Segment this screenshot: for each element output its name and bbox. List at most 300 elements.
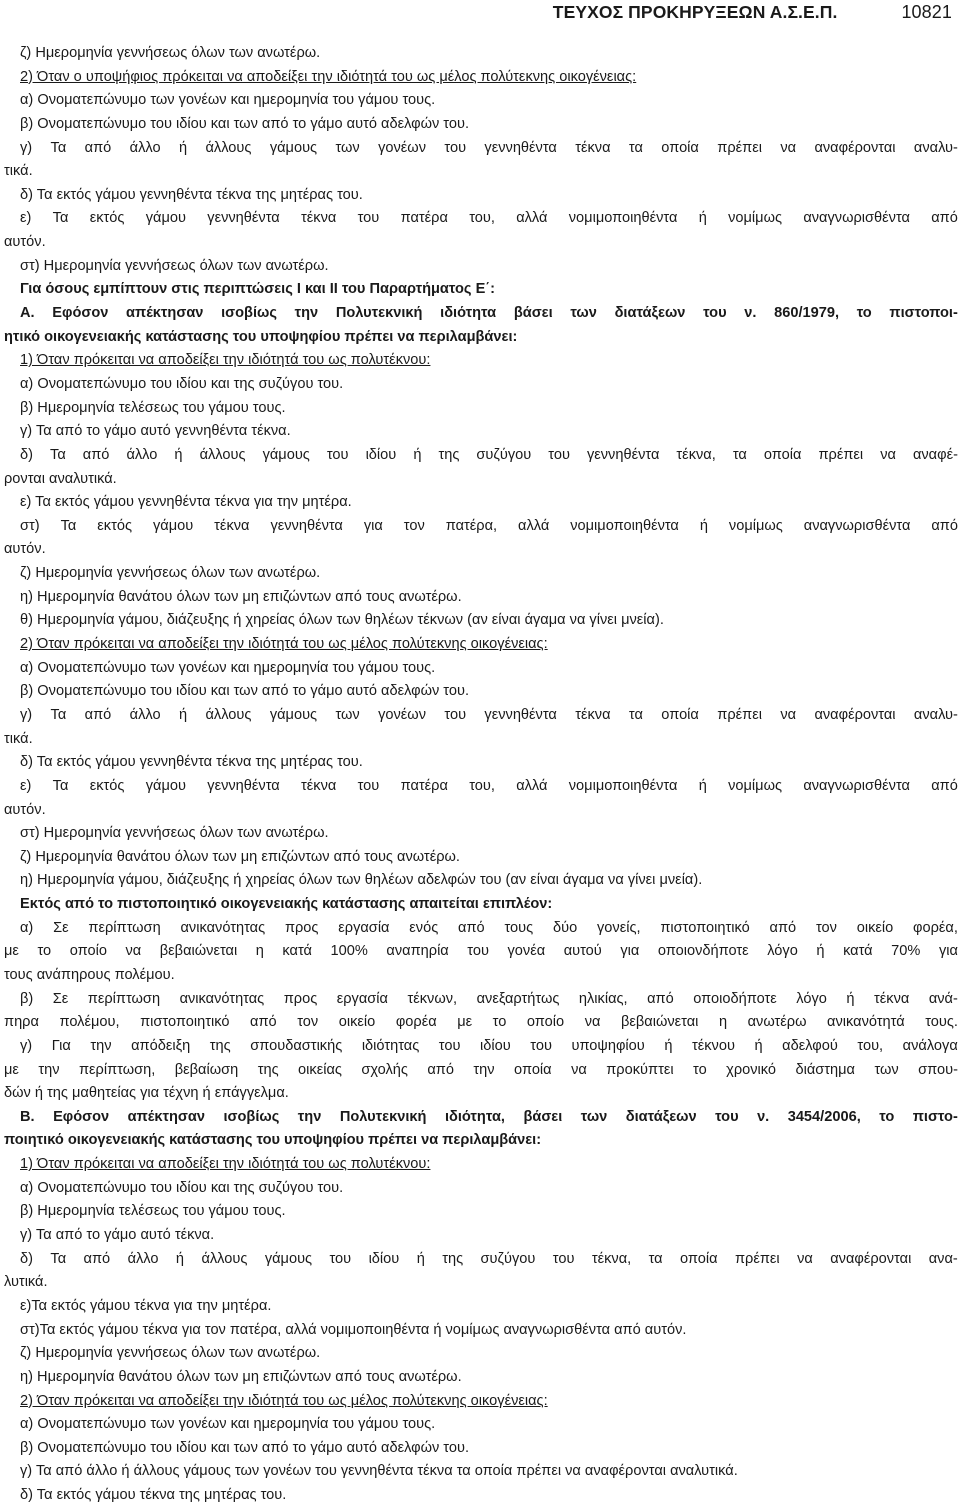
word: 100% — [330, 943, 368, 960]
word: ή — [698, 210, 707, 227]
word: γεννηθέντα — [207, 777, 280, 794]
word: στ) — [20, 517, 40, 534]
word: τέκνου — [691, 1037, 735, 1054]
text-line — [4, 775, 958, 799]
text-line: ητικό οικογενειακής κατάστασης του υποψηφίου πρέπει να περιλαμβάνει: — [4, 328, 518, 345]
word: οικείας — [298, 1061, 342, 1078]
word: του — [467, 943, 489, 960]
word: πηρα — [4, 1014, 39, 1031]
word: άλλο — [127, 1250, 159, 1267]
word: γονείς, — [597, 919, 641, 936]
text-line: θ) Ημερομηνία γάμου, διάζευξης ή χηρείας όλων των θηλέων τέκνων (αν είναι άγαμα να γίνει μνεία). — [20, 612, 664, 629]
word: ιδιότητα, — [444, 1108, 505, 1125]
word: οποία — [763, 446, 802, 463]
text-line — [4, 1059, 958, 1083]
text-line: 1) Όταν πρόκειται να αποδείξει την ιδιότητά του ως πολυτέκνου: — [20, 1156, 431, 1173]
text-line: αυτόν. — [4, 541, 46, 558]
text-line — [4, 940, 958, 964]
text-line — [4, 207, 958, 231]
word: κατά — [843, 943, 873, 960]
word: αδελφού — [782, 1037, 838, 1054]
word: προς — [284, 919, 319, 936]
text-line: αυτόν. — [4, 801, 46, 818]
word: άλλους — [199, 446, 246, 463]
word: β) — [20, 990, 34, 1007]
word: τέκνα — [214, 517, 250, 534]
word: την — [294, 305, 319, 322]
word: του — [552, 1250, 575, 1267]
word: νομιμοποιηθέντα — [568, 777, 678, 794]
text-line: β) Ονοματεπώνυμο του ιδίου και των από το γάμο αυτό αδελφών του. — [20, 1439, 470, 1456]
word: το — [856, 305, 872, 322]
word: τέκνα — [575, 706, 611, 723]
word: να — [571, 1061, 587, 1078]
word: λόγο — [767, 943, 798, 960]
word: αναλυ- — [913, 706, 958, 723]
word: σπουδαστικής — [250, 1037, 343, 1054]
word: του — [530, 1037, 552, 1054]
word: τέκνα, — [676, 446, 716, 463]
word: πιστοποιητικό — [660, 919, 750, 936]
word: την — [38, 1061, 60, 1078]
journal-title: ΤΕΥΧΟΣ ΠΡΟΚΗΡΥΞΕΩΝ Α.Σ.Ε.Π. — [552, 2, 838, 22]
word: να — [797, 1250, 813, 1267]
word: ηλικίας, — [578, 990, 628, 1007]
word: Β. — [20, 1108, 35, 1125]
word: από — [769, 919, 797, 936]
word: Σε — [53, 919, 69, 936]
word: απόδειξη — [131, 1037, 191, 1054]
page-number: 10821 — [901, 2, 952, 22]
word: ή — [699, 517, 708, 534]
word: περίπτωση — [87, 990, 161, 1007]
text-line: β) Ονοματεπώνυμο του ιδίου και των από το γάμο αυτό αδελφών του. — [20, 683, 470, 700]
word: χρονικό — [726, 1061, 777, 1078]
word: οποίο — [69, 943, 107, 960]
word: την — [297, 1108, 322, 1125]
text-line — [4, 302, 958, 326]
word: από — [931, 517, 958, 534]
word: ανικανότητά — [827, 1014, 905, 1031]
text-line — [4, 988, 958, 1012]
text-line: δών ή της μαθητείας για τέχνη ή επάγγελμα. — [4, 1085, 289, 1102]
word: ή — [754, 1037, 763, 1054]
word: των — [874, 1061, 899, 1078]
word: Τα — [50, 706, 67, 723]
text-line: Εκτός από το πιστοποιητικό οικογενειακής κατάστασης απαιτείται επιπλέον: — [20, 896, 553, 913]
text-line: α) Ονοματεπώνυμο του ιδίου και της συζύγου του. — [20, 1179, 344, 1196]
text-line: ε) Τα εκτός γάμου γεννηθέντα τέκνα για την μητέρα. — [20, 494, 352, 511]
word: να — [125, 943, 142, 960]
word: υποψηφίου — [571, 1037, 645, 1054]
word: τέκνα, — [591, 1250, 632, 1267]
text-line — [4, 1035, 958, 1059]
word: γάμους — [269, 706, 318, 723]
word: των — [580, 1108, 608, 1125]
word: α) — [20, 919, 34, 936]
word: Τα — [50, 1250, 67, 1267]
word: αναφέρονται — [830, 1250, 912, 1267]
word: τέκνα — [301, 777, 337, 794]
text-line: Για όσους εμπίπτουν στις περιπτώσεις I και II του Παραρτήματος Ε΄: — [20, 281, 496, 298]
word: γονέων — [378, 706, 427, 723]
word: συζύγου — [480, 1250, 536, 1267]
word: ιδίου — [368, 1250, 400, 1267]
text-line: β) Ημερομηνία τελέσεως του γάμου τους. — [20, 1203, 286, 1220]
word: δ) — [20, 446, 33, 463]
word: περίπτωση — [88, 919, 161, 936]
word: άλλο — [129, 706, 161, 723]
word: τους. — [925, 1014, 958, 1031]
word: του, — [469, 777, 495, 794]
word: 70% — [891, 943, 921, 960]
word: πατέρα — [400, 777, 448, 794]
text-line: ε)Τα εκτός γάμου τέκνα για την μητέρα. — [20, 1297, 272, 1314]
word: βεβαιώνεται — [159, 943, 238, 960]
word: ή — [178, 139, 188, 156]
word: από — [82, 446, 110, 463]
word: εκτός — [97, 517, 133, 534]
text-line: δ) Τα εκτός γάμου γεννηθέντα τέκνα της μητέρας του. — [20, 754, 363, 771]
page-header — [4, 0, 958, 42]
word: την — [473, 1061, 495, 1078]
word: αναφέ- — [912, 446, 958, 463]
word: των — [335, 706, 360, 723]
word: λόγο — [796, 990, 827, 1007]
word: άλλο — [129, 139, 161, 156]
word: πρέπει — [734, 1250, 780, 1267]
text-line: ζ) Ημερομηνία γεννήσεως όλων των ανωτέρω. — [20, 565, 321, 582]
word: απέκτησαν — [126, 305, 204, 322]
word: αναγνωρισθέντα — [803, 517, 911, 534]
word: γ) — [20, 1037, 33, 1054]
word: δ) — [20, 1250, 33, 1267]
word: διάστημα — [795, 1061, 855, 1078]
word: από — [458, 919, 485, 936]
text-line: η) Ημερομηνία θανάτου όλων των μη επιζώντων από τους ανωτέρω. — [20, 588, 462, 605]
word: άλλους — [205, 139, 252, 156]
word: ν. — [744, 305, 757, 322]
word: πολέμου, — [59, 1014, 120, 1031]
word: των — [335, 139, 360, 156]
text-line — [4, 1011, 958, 1035]
word: οποία — [661, 139, 699, 156]
text-line: η) Ημερομηνία γάμου, διάζευξης ή χηρείας όλων των θηλέων αδελφών του (αν είναι άγαμα να γίνει μνεία). — [20, 872, 703, 889]
word: το — [37, 943, 52, 960]
word: να — [584, 1014, 601, 1031]
word: αναφέρονται — [814, 706, 896, 723]
word: νομιμοποιηθέντα — [568, 210, 678, 227]
word: να — [780, 706, 797, 723]
word: βεβαιώνεται — [620, 1014, 699, 1031]
word: εργασία — [338, 919, 390, 936]
word: ανά- — [928, 990, 958, 1007]
word: νομίμως — [728, 517, 783, 534]
word: γάμους — [262, 446, 310, 463]
text-line: γ) Τα από άλλο ή άλλους γάμους των γονέων του γεννηθέντα τέκνα τα οποία πρέπει να αναφέρονται αναλυτικά. — [20, 1463, 738, 1480]
word: προκύπτει — [606, 1061, 674, 1078]
word: 3454/2006, — [787, 1108, 861, 1125]
word: γ) — [20, 706, 33, 723]
word: τέκνα — [874, 990, 910, 1007]
word: της — [257, 1061, 279, 1078]
word: του — [326, 446, 349, 463]
text-line: γ) Τα από το γάμο αυτό γεννηθέντα τέκνα. — [20, 423, 291, 440]
word: εκτός — [89, 210, 125, 227]
word: των — [570, 305, 597, 322]
word: Τα — [50, 139, 67, 156]
word: βεβαίωση — [174, 1061, 239, 1078]
word: ιδίου — [480, 1037, 511, 1054]
word: ισοβίως — [221, 305, 277, 322]
word: της — [442, 1250, 464, 1267]
word: τον — [815, 919, 837, 936]
text-line — [4, 1106, 958, 1130]
word: Πολυτεκνική — [335, 305, 423, 322]
word: περίπτωση, — [78, 1061, 156, 1078]
word: το — [879, 1108, 895, 1125]
text-line — [4, 515, 958, 539]
word: γονέα — [507, 943, 546, 960]
text-line: ρονται αναλυτικά. — [4, 470, 117, 487]
word: πατέρα — [400, 210, 448, 227]
word: τα — [628, 139, 643, 156]
word: από — [647, 990, 674, 1007]
word: βάσει — [523, 1108, 563, 1125]
word: γεννηθέντα — [484, 706, 557, 723]
word: τα — [648, 1250, 663, 1267]
word: οποιοδήποτε — [693, 990, 777, 1007]
word: φορέα — [395, 1014, 437, 1031]
text-line: ζ) Ημερομηνία γεννήσεως όλων των ανωτέρω. — [20, 45, 321, 61]
word: πιστοποιητικό — [140, 1014, 230, 1031]
text-line: α) Ονοματεπώνυμο των γονέων και ημερομηνία του γάμου τους. — [20, 92, 436, 109]
word: πατέρα, — [445, 517, 498, 534]
word: με — [4, 1061, 19, 1078]
word: νομίμως — [728, 210, 783, 227]
word: διατάξεων — [614, 305, 686, 322]
text-line: στ) Ημερομηνία γεννήσεως όλων των ανωτέρω. — [20, 825, 329, 842]
text-line: στ) Ημερομηνία γεννήσεως όλων των ανωτέρω. — [20, 257, 329, 274]
word: αλλά — [516, 210, 548, 227]
text-line: ποιητικό οικογενειακής κατάστασης του υποψηφίου πρέπει να περιλαμβάνει: — [4, 1132, 542, 1149]
word: του — [444, 706, 467, 723]
word: της — [438, 446, 460, 463]
word: του — [329, 1250, 352, 1267]
word: Πολυτεκνική — [339, 1108, 427, 1125]
word: του — [357, 777, 380, 794]
word: άλλους — [205, 706, 252, 723]
word: του — [357, 210, 380, 227]
word: σχολής — [361, 1061, 408, 1078]
word: συζύγου — [476, 446, 532, 463]
word: ή — [416, 1250, 425, 1267]
word: τέκνων, — [407, 990, 458, 1007]
word: από — [250, 1014, 277, 1031]
word: Σε — [52, 990, 69, 1007]
word: από — [83, 1250, 111, 1267]
word: το — [492, 1014, 507, 1031]
word: την — [90, 1037, 112, 1054]
word: Εφόσον — [52, 305, 109, 322]
text-line: β) Ημερομηνία τελέσεως του γάμου τους. — [20, 399, 286, 416]
word: τα — [628, 706, 643, 723]
document-body — [4, 42, 958, 1508]
text-line: δ) Τα εκτός γάμου τέκνα της μητέρας του. — [20, 1487, 287, 1504]
word: γάμους — [264, 1250, 313, 1267]
word: με — [4, 943, 19, 960]
word: πρέπει — [717, 706, 762, 723]
word: τα — [732, 446, 747, 463]
word: ή — [413, 446, 422, 463]
text-line — [4, 444, 958, 468]
word: αναπηρία — [386, 943, 449, 960]
text-line: 2) Όταν πρόκειται να αποδείξει την ιδιότητά του ως μέλος πολύτεκνης οικογένειας: — [20, 636, 548, 653]
word: πρέπει — [717, 139, 762, 156]
word: του — [438, 1037, 461, 1054]
text-line — [4, 704, 958, 728]
word: του — [703, 305, 727, 322]
word: τέκνα — [575, 139, 611, 156]
word: οικείο — [856, 919, 894, 936]
word: φορέα, — [913, 919, 958, 936]
word: άλλο — [126, 446, 158, 463]
word: αυτού — [563, 943, 602, 960]
word: νομίμως — [728, 777, 783, 794]
text-line: α) Ονοματεπώνυμο των γονέων και ημερομηνία του γάμου τους. — [20, 1416, 436, 1433]
word: γάμου — [145, 777, 186, 794]
word: ανεξαρτήτως — [476, 990, 560, 1007]
word: δύο — [552, 919, 578, 936]
text-line: γ) Τα από το γάμο αυτό τέκνα. — [20, 1227, 215, 1244]
word: γάμου — [152, 517, 194, 534]
word: η — [718, 1014, 728, 1031]
word: σπου- — [918, 1061, 958, 1078]
word: Τα — [52, 210, 69, 227]
word: για — [363, 517, 383, 534]
word: από — [931, 210, 958, 227]
word: του — [548, 446, 570, 463]
word: Τα — [52, 777, 69, 794]
text-line: ζ) Ημερομηνία θανάτου όλων των μη επιζώντων από τους ανωτέρω. — [20, 848, 460, 865]
word: αλλά — [516, 777, 548, 794]
word: τέκνα — [301, 210, 337, 227]
word: γεννηθέντα — [207, 210, 280, 227]
text-line: α) Ονοματεπώνυμο των γονέων και ημερομηνία του γάμου τους. — [20, 659, 436, 676]
text-line: 2) Όταν ο υποψήφιος πρόκειται να αποδείξει την ιδιότητά του ως μέλος πολύτεκνης οικογένειας: — [20, 68, 637, 85]
text-line: τικά. — [4, 730, 33, 747]
word: γάμους — [269, 139, 318, 156]
word: αλλά — [518, 517, 550, 534]
word: ν. — [757, 1108, 770, 1125]
word: πιστοποι- — [889, 305, 958, 322]
text-line: α) Ονοματεπώνυμο του ιδίου και της συζύγου του. — [20, 375, 344, 392]
word: πρέπει — [818, 446, 864, 463]
word: πιστο- — [912, 1108, 958, 1125]
word: 860/1979, — [774, 305, 840, 322]
word: του, — [469, 210, 495, 227]
word: του, — [857, 1037, 884, 1054]
text-line: δ) Τα εκτός γάμου γεννηθέντα τέκνα της μητέρας του. — [20, 186, 363, 203]
word: Τα — [50, 446, 66, 463]
word: οποία — [514, 1061, 552, 1078]
word: Τα — [60, 517, 77, 534]
word: απέκτησαν — [127, 1108, 206, 1125]
text-line: β) Ονοματεπώνυμο του ιδίου και των από το γάμο αυτό αδελφών του. — [20, 115, 470, 132]
word: άλλους — [201, 1250, 248, 1267]
text-line — [4, 1248, 958, 1272]
word: ή — [178, 706, 188, 723]
word: εργασία — [336, 990, 388, 1007]
word: γονέων — [378, 139, 427, 156]
text-line: 2) Όταν πρόκειται να αποδείξει την ιδιότητά του ως μέλος πολύτεκνης οικογένειας: — [20, 1392, 548, 1409]
word: βάσει — [513, 305, 553, 322]
word: ανωτέρω — [747, 1014, 807, 1031]
word: γεννηθέντα — [270, 517, 343, 534]
text-line: τικά. — [4, 163, 33, 180]
word: το — [693, 1061, 707, 1078]
word: ή — [175, 1250, 185, 1267]
word: γεννηθέντα — [586, 446, 660, 463]
word: προς — [283, 990, 318, 1007]
word: οποίο — [526, 1014, 565, 1031]
word: κατά — [282, 943, 312, 960]
word: οποία — [661, 706, 699, 723]
word: αναφέρονται — [814, 139, 896, 156]
text-line: τους ανάπηρους πολέμου. — [4, 966, 175, 983]
word: αναγνωρισθέντα — [803, 777, 910, 794]
text-line: αυτόν. — [4, 234, 46, 251]
word: ιδίου — [365, 446, 397, 463]
word: ισοβίως — [223, 1108, 280, 1125]
word: ε) — [20, 210, 32, 227]
word: Εφόσον — [53, 1108, 110, 1125]
word: διατάξεων — [625, 1108, 697, 1125]
word: του — [444, 139, 467, 156]
word: γάμου — [145, 210, 186, 227]
word: για — [938, 943, 958, 960]
word: ή — [698, 777, 707, 794]
word: με — [457, 1014, 473, 1031]
word: ή — [846, 990, 855, 1007]
word: ανικανότητας — [179, 990, 265, 1007]
word: ή — [816, 943, 825, 960]
word: ή — [664, 1037, 673, 1054]
text-line: λυτικά. — [4, 1274, 48, 1291]
text-line: 1) Όταν πρόκειται να αποδείξει την ιδιότητά του ως πολυτέκνου: — [20, 352, 431, 369]
word: νομιμοποιηθέντα — [570, 517, 679, 534]
word: Για — [51, 1037, 71, 1054]
text-line — [4, 917, 958, 941]
word: η — [255, 943, 264, 960]
text-line: η) Ημερομηνία θανάτου όλων των μη επιζώντων από τους ανωτέρω. — [20, 1368, 462, 1385]
word: Α. — [20, 305, 35, 322]
word: τον — [403, 517, 425, 534]
text-line: ζ) Ημερομηνία γεννήσεως όλων των ανωτέρω. — [20, 1345, 321, 1362]
word: οποιονδήποτε — [657, 943, 749, 960]
word: οποία — [680, 1250, 718, 1267]
word: να — [880, 446, 896, 463]
word: ανα- — [928, 1250, 958, 1267]
word: αναλυ- — [913, 139, 958, 156]
word: αναγνωρισθέντα — [803, 210, 910, 227]
word: από — [84, 706, 112, 723]
word: γ) — [20, 139, 33, 156]
word: του — [715, 1108, 739, 1125]
word: οικείο — [338, 1014, 376, 1031]
text-line: στ)Τα εκτός γάμου τέκνα για τον πατέρα, αλλά νομιμοποιηθέντα ή νομίμως αναγνωρισθέντα από αυτόν. — [20, 1321, 687, 1338]
word: ανικανότητας — [180, 919, 266, 936]
